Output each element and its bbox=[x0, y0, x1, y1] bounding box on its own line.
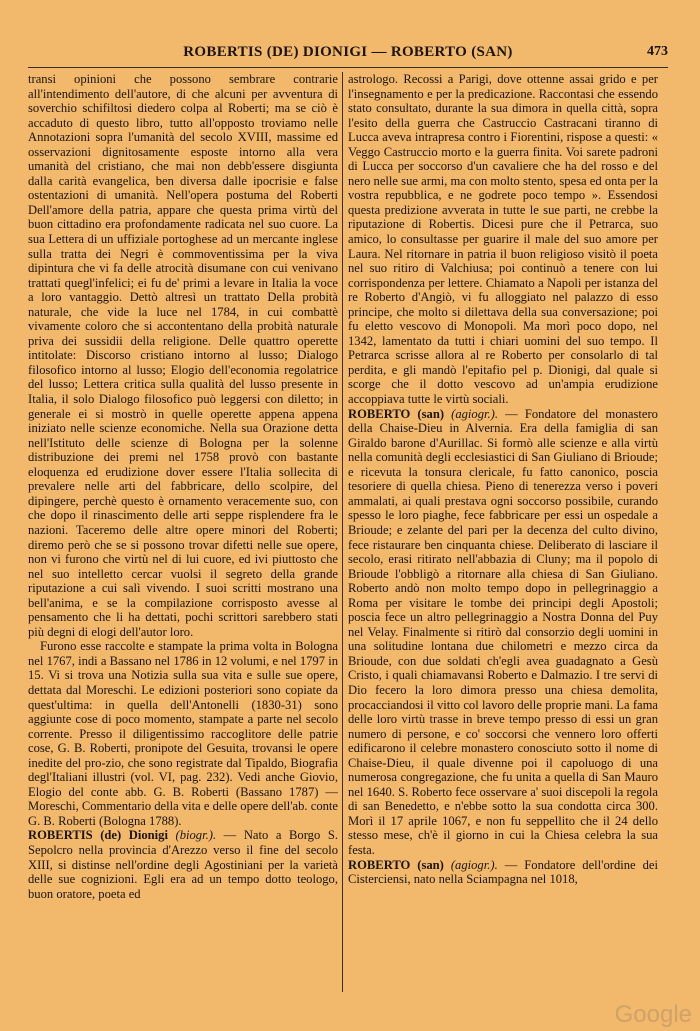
left-column bbox=[28, 72, 338, 992]
column-divider bbox=[342, 72, 343, 992]
entry-robertis-dionigi bbox=[28, 828, 338, 901]
entry-body: — Fondatore del monastero della Chaise-Dieu in Alvernia. Era della famiglia di san Giraldo barone d'Aurillac. Si formò alle scienze e alla virtù nella comunità degli ecclesiastici di San Giuliano di Brioude; e ricevuta la tonsura clericale, fu fatto canonico, poscia tesoriere di quella chiesa. Pieno di tenerezza verso i poveri ammalati, ai quali prestava ogni soccorso possibile, curando spesso le loro piaghe, fece fabbricare per essi un ospedale a Brioude; e zelante del pari per la decenza del culto divino, fece ristaurare ben cinquanta chiese. Deliberato di lasciare il secolo, erasi ritirato nell'abbazia di Cluny; ma il popolo di Brioude l'obbligò a ritornare alla chiesa di San Giuliano. Roberto andò non molto tempo dopo in pellegrinaggio a Roma per visitare le tombe dei principi degli Apostoli; poscia fece un altro pellegrinaggio a Nostra Donna del Puy nel Velay. Finalmente si ritirò dal consorzio degli uomini in una solitudine lontana due chilometri e mezzo circa da Brioude, con due soldati ch'egli avea guadagnato a Gesù Cristo, i quali chiamavansi Roberto e Dalmazio. I tre servi di Dio fecero la loro dimora presso una chiesa demolita, procacciandosi il vitto col lavoro delle proprie mani. La fama delle loro virtù trasse in breve tempo presso di essi un gran numero di persone, e co' soccorsi che vennero loro offerti edificarono il celebre monastero conosciuto sotto il nome di Chaise-Dieu, il quale divenne poi il capoluogo di una numerosa congregazione, che fu unita a quella di San Mauro nel 1640. S. Roberto fece osservare a' suoi discepoli la regola di san Benedetto, e n'ebbe sotto la sua condotta circa 300. Morì il 17 aprile 1067, e non fu seppellito che il 24 dello stesso mese, ch'è il giorno in cui la Chiesa celebra la sua festa. bbox=[348, 406, 658, 857]
entry-category-label: (agiogr.). bbox=[450, 857, 498, 872]
left-paragraph-2: Furono esse raccolte e stampate la prima volta in Bologna nel 1767, indi a Bassano nel 1786 in 12 volumi, e nel 1797 in 15. Vi si trova una Notizia sulla sua vita e sulle sue opere, dettata dal Moreschi. Le edizioni posteriori sono copiate da quest'ultima: in quella dell'Antonelli (1830-31) sono aggiunte cose di poco momento, stampate a parte nel secolo corrente. Presso il diligentissimo raccoglitore delle patrie cose, G. B. Roberti, pronipote del Gesuita, trovansi le opere inedite del pro-zio, che sono registrate dal Tipaldo, Biografia degl'Italiani illustri (vol. VI, pag. 232). Vedi anche Giovio, Elogio del conte abb. G. B. Roberti (Bassano 1787) — Moreschi, Commentario della vita e delle opere dell'ab. conte G. B. Roberti (Bologna 1788). bbox=[28, 639, 338, 828]
entry-headword: ROBERTIS (de) Dionigi bbox=[28, 828, 168, 843]
entry-body: — Nato a Borgo S. Sepolcro nella provincia d'Arezzo verso il fine del secolo XIII, si distinse nell'ordine degli Agostiniani per la varietà delle sue cognizioni. Egli era ad un tempo dotto teologo, buon oratore, poeta ed bbox=[28, 828, 338, 901]
running-head-title: ROBERTIS (DE) DIONIGI — ROBERTO (SAN) bbox=[183, 44, 513, 60]
scan-watermark: Google bbox=[614, 1001, 692, 1028]
left-paragraph-1: transi opinioni che possono sembrare contrarie all'intendimento dell'autore, di che alcuni per avventura di soverchio schifiltosi diedero colpa al Roberti; ma se ciò è accaduto di questo libro, tutto all'opposto troviamo nelle Annotazioni sopra l'umanità del secolo XVIII, massime ed osservazioni dignitosamente esposte intorno alla vera umanità del cristiano, che mai non debb'essere disgiunta dalla carità evangelica, ben diversa dalle ipocrisie e false ostentazioni di umanità. Nell'opera postuma del Roberti Dell'amore della patria, appare che questa prima virtù del buon cittadino era profondamente radicata nel suo cuore. La sua Lettera di un uffiziale portoghese ad un mercante inglese sulla tratta dei Negri è commoventissima per la viva dipintura che vi fa delle atrocità disumane con cui venivano trattati quegl'infelici; ei fu de' primi a levare in Italia la voce a loro vantaggio. Dettò altresì un trattato Della probità naturale, che vide la luce nel 1784, in cui combattè vivamente coloro che si accontentano della probità naturale priva dei sussidii della religione. Delle quattro operette intitolate: Discorso cristiano intorno al lusso; Dialogo filosofico intorno al lusso; Elogio dell'economia regolatrice del lusso; Lettera critica sulla qualità del lusso presente in Italia, il solo Dialogo filosofico può leggersi con diletto; in generale ei si mostrò in quelle operette appena appena iniziato nelle scienze economiche. Nella sua Orazione detta nell'Istituto delle scienze di Bologna per la solenne distribuzione dei premi nel 1758 provò con bastante eloquenza ed erudizione dover essere l'Italia sollecita di prevalere nelle arti del fabbricare, dello scolpire, del dipingere, perchè questo è ornamento veracemente suo, con che dopo il rinascimento delle arti seppe risplendere fra le nazioni. Taceremo delle altre opere minori del Roberti; diremo però che se si possono trovar difetti nelle sue opere, non vi furono che virtù nel di lui cuore, ed ivi piuttosto che nel suo intelletto cercar vuolsi il segreto della grande riputazione a cui salì vivendo. I suoi scritti mostrano una bell'anima, e se la compilazione corrisposto avesse al pensamento che li ha dettati, pochi scrittori sarebbero stati più degni di elogi dell'autor loro. bbox=[28, 72, 338, 639]
running-head bbox=[28, 44, 668, 66]
entry-category-label: (biogr.). bbox=[175, 828, 217, 843]
right-paragraph-1: astrologo. Recossi a Parigi, dove ottenne assai grido e per l'insegnamento e per la predicazione. Raccontasi che essendo stato consultato, durante la sua dimora in quella città, sopra l'esito della guerra che Castruccio Castracani tiranno di Lucca aveva intrapresa contro i Fiorentini, rispose a questi: « Veggo Castruccio morto e la guerra finita. Voi sarete padroni di Lucca per soccorso d'un cavaliere che ha del rosso e del nero nelle sue armi, ma con molto stento, spesa ed onta per la vostra repubblica, e ne godrete poco tempo ». Essendosi questa predizione avverata in tutte le sue parti, ne crebbe la riputazione di Robertis. Dicesi pure che il Petrarca, suo amico, lo consultasse per guarire il male del suo amore per Laura. Nel ritornare in patria il buon religioso visitò il poeta nel suo ritiro di Valchiusa; poi continuò a tenere con lui corrispondenza per lettere. Chiamato a Napoli per istanza del re Roberto d'Angiò, vi fu alloggiato nel palazzo di esso principe, che molto si dilettava della sua conversazione; poi fu eletto vescovo di Monopoli. Ma morì poco dopo, nel 1342, lamentato da tutti i chiari uomini del suo tempo. Il Petrarca scrisse allora al re Roberto per consolarlo di tal perdita, e gli mandò l'epitafio pel p. Dionigi, dal quale si scorge che il dotto vescovo ad un'ampia erudizione accoppiava tutte le virtù sociali. bbox=[348, 72, 658, 407]
entry-headword: ROBERTO (san) bbox=[348, 406, 445, 421]
entry-body: — Fondatore dell'ordine dei Cisterciensi, nato nella Sciampagna nel 1018, bbox=[348, 857, 658, 887]
entry-roberto-san-2 bbox=[348, 858, 658, 887]
document-page bbox=[28, 44, 668, 994]
entry-category-label: (agiogr.). bbox=[451, 406, 499, 421]
entry-headword: ROBERTO (san) bbox=[348, 857, 444, 872]
right-column bbox=[348, 72, 658, 992]
entry-roberto-san-1 bbox=[348, 407, 658, 858]
header-rule bbox=[28, 67, 668, 68]
page-number: 473 bbox=[647, 44, 668, 59]
